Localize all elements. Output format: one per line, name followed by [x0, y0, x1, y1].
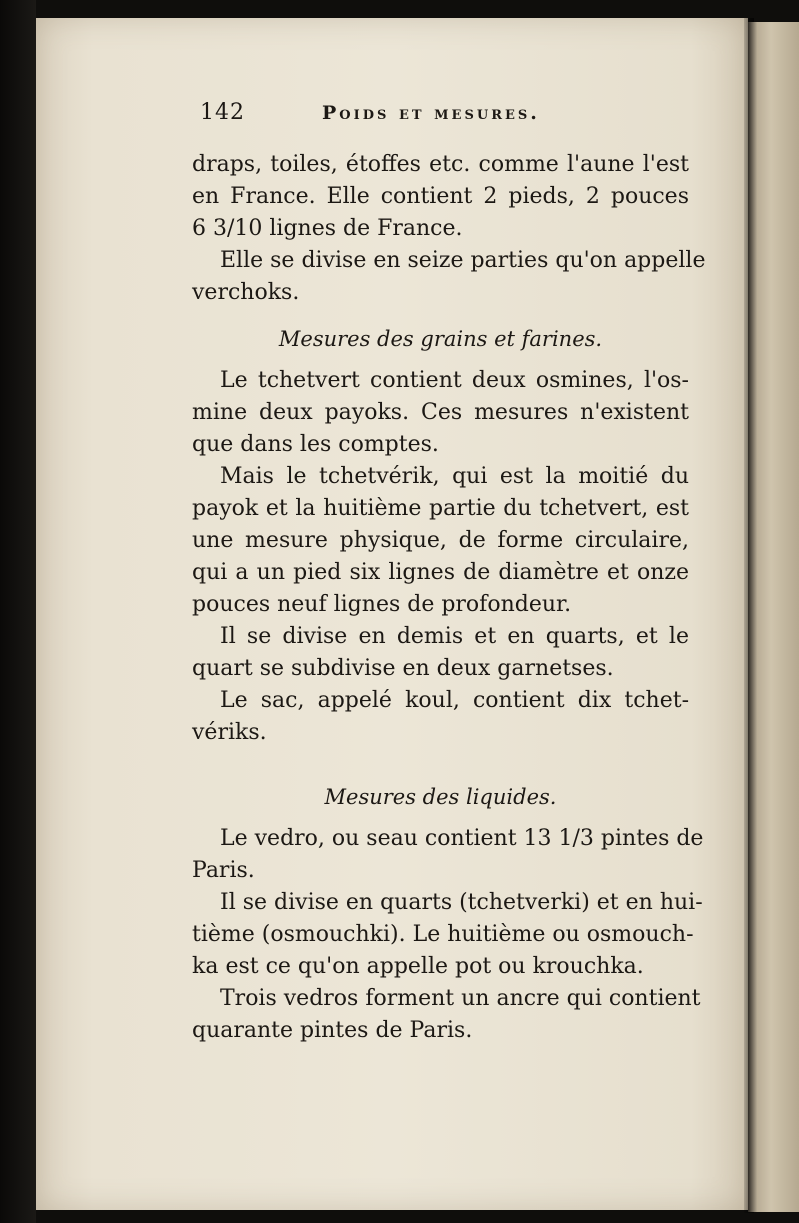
text-line: payok et la huitième partie du tchetvert, est — [192, 496, 689, 521]
text-line: Trois vedros forment un ancre qui contient — [220, 986, 701, 1011]
running-title: Poids et mesures. — [322, 102, 540, 124]
paragraph — [192, 983, 701, 1047]
text-line: vériks. — [192, 720, 267, 745]
paragraph — [192, 365, 689, 461]
paragraph — [192, 685, 689, 749]
section-heading-liquides: Mesures des liquides. — [324, 785, 557, 809]
text-line: Le sac, appelé koul, contient dix tchet- — [220, 688, 689, 713]
text-line: 6 3/10 lignes de France. — [192, 216, 463, 241]
text-line: que dans les comptes. — [192, 432, 439, 457]
text-line: une mesure physique, de forme circulaire, — [192, 528, 689, 553]
text-line: tième (osmouchki). Le huitième ou osmouch- — [192, 922, 694, 947]
text-line: verchoks. — [192, 280, 300, 305]
body-text — [192, 149, 706, 1047]
paragraph — [192, 149, 689, 245]
next-page-edge — [748, 22, 799, 1212]
text-line: Il se divise en demis et en quarts, et le — [220, 624, 689, 649]
text-line: Il se divise en quarts (tchetverki) et en hui- — [220, 890, 703, 915]
scan-left-margin — [0, 0, 36, 1223]
text-line: quart se subdivise en deux garnetses. — [192, 656, 614, 681]
section-heading-grains: Mesures des grains et farines. — [278, 327, 603, 351]
text-line: Mais le tchetvérik, qui est la moitié du — [220, 464, 689, 489]
paragraph — [192, 461, 689, 621]
paragraph — [192, 823, 704, 887]
text-line: Elle se divise en seize parties qu'on appelle — [220, 248, 706, 273]
text-line: qui a un pied six lignes de diamètre et onze — [192, 560, 689, 585]
paragraph — [192, 887, 703, 983]
text-line: pouces neuf lignes de profondeur. — [192, 592, 572, 617]
text-line: Paris. — [192, 858, 255, 883]
text-line: Le vedro, ou seau contient 13 1/3 pintes de — [220, 826, 704, 851]
page-number: 142 — [200, 100, 245, 125]
text-line: ka est ce qu'on appelle pot ou krouchka. — [192, 954, 644, 979]
paragraph — [192, 245, 706, 309]
text-line: draps, toiles, étoffes etc. comme l'aune l'est — [192, 152, 689, 177]
running-head — [200, 100, 580, 132]
text-line: mine deux payoks. Ces mesures n'existent — [192, 400, 689, 425]
text-line: quarante pintes de Paris. — [192, 1018, 473, 1043]
paragraph — [192, 621, 689, 685]
text-line: en France. Elle contient 2 pieds, 2 pouces — [192, 184, 689, 209]
text-line: Le tchetvert contient deux osmines, l'os- — [220, 368, 689, 393]
